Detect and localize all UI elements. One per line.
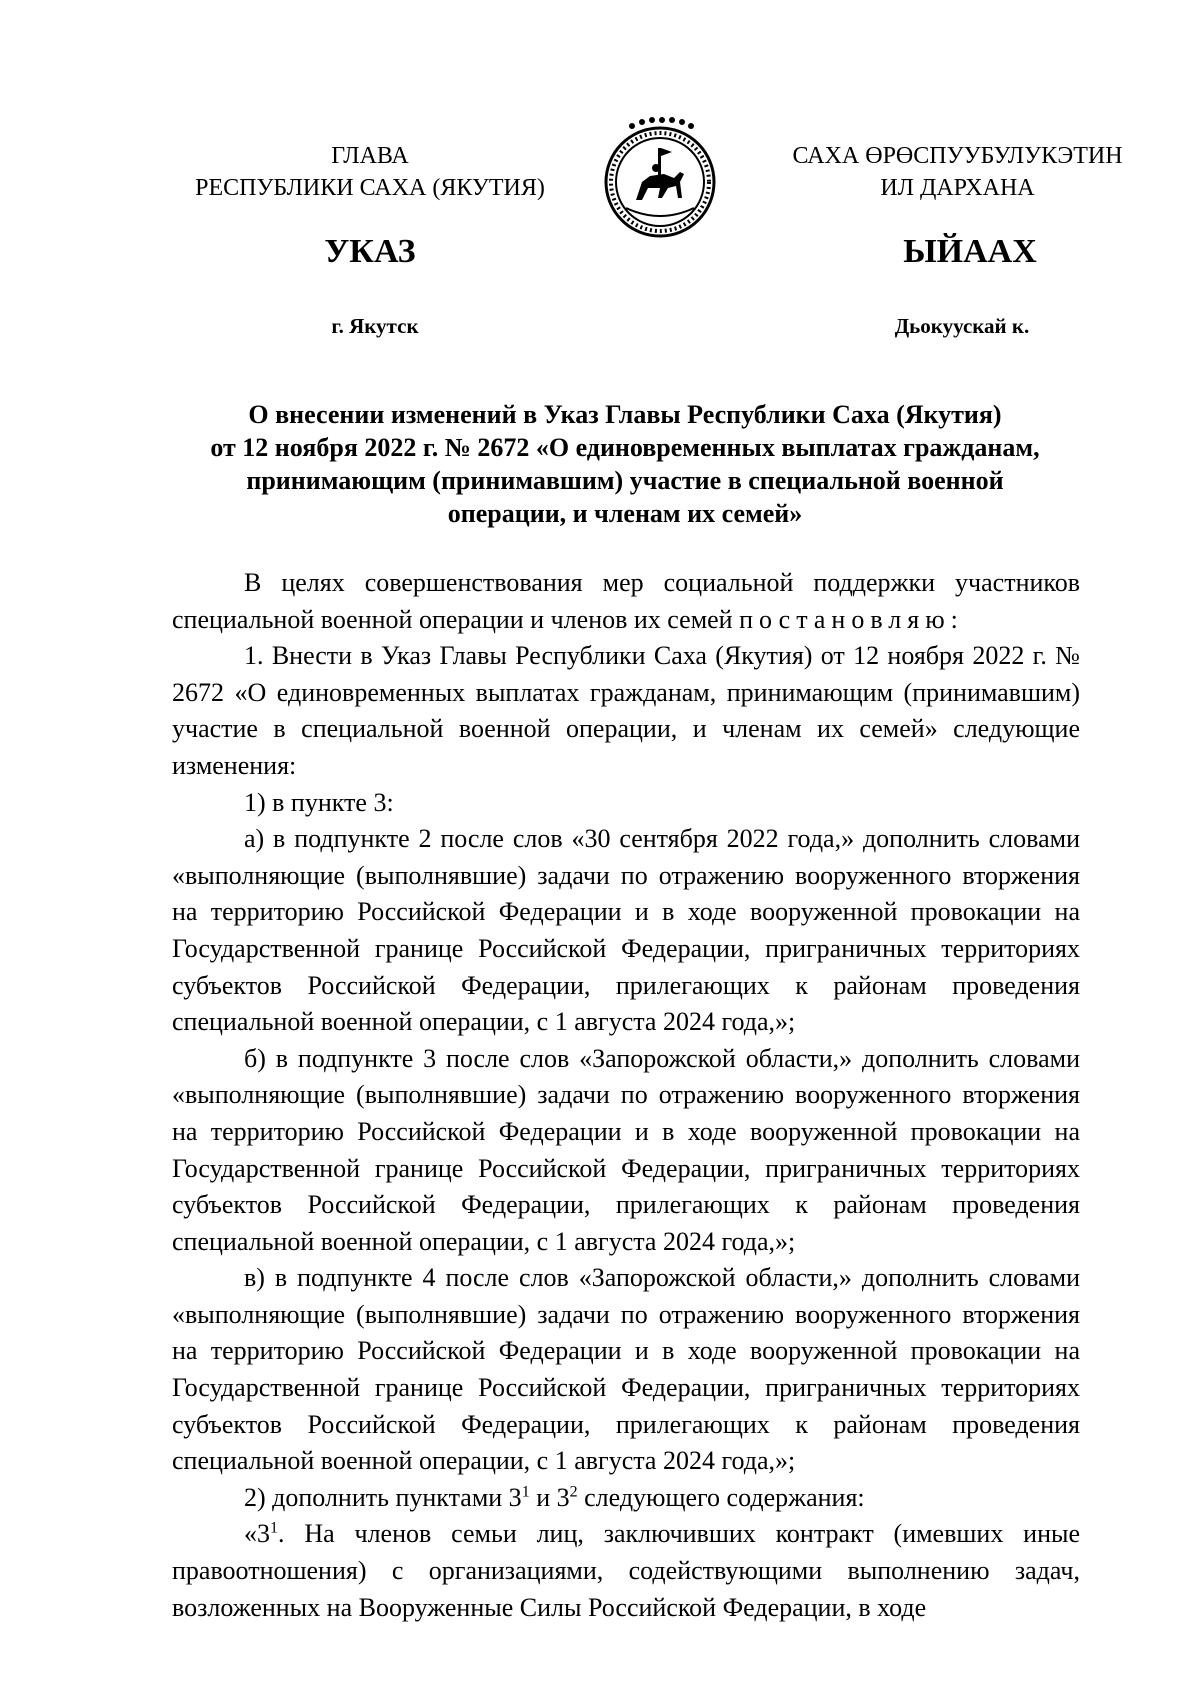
header-left-line1: ГЛАВА (331, 143, 409, 169)
document-title (170, 398, 1080, 530)
title-line-4: операции, и членам их семей» (447, 499, 803, 528)
paragraph-3-1-text-b: . На членов семьи лиц, заключивших контракт (имевших иные правоотношения) с организациями, содействующими выполнению задач, возложенных на Вооруженные Силы Российской Федерации, в ходе (172, 1519, 1080, 1622)
paragraph-1: 1. Внести в Указ Главы Республики Саха (Якутия) от 12 ноября 2022 г. № 2672 «О единовременных выплатах гражданам, принимающим (принимавшим) участие в специальной военной операции, и членам их семей» следующие изменения: (172, 641, 1080, 780)
decree-title-sah: ЫЙААХ (903, 233, 1037, 270)
paragraph-3-1 (172, 1516, 1080, 1626)
header-left-line2: РЕСПУБЛИКИ САХА (ЯКУТИЯ) (195, 175, 545, 201)
superscript-2: 2 (569, 1483, 578, 1501)
coat-of-arms-emblem (592, 112, 728, 242)
paragraph-preamble (172, 565, 1080, 638)
header-right-line2: ИЛ ДАРХАНА (880, 175, 1035, 201)
preamble-decree-word: постановляю: (739, 604, 964, 634)
paragraph-v: в) в подпункте 4 после слов «Запорожской области,» дополнить словами «выполняющие (выполнявшие) задачи по отражению вооруженного вторжения на территорию Российской Федерации и в ходе вооруженной провокации на Государственной границе Российской Федерации, приграничных территориях субъектов Российской Федерации, прилегающих к районам проведения специальной военной операции, с 1 августа 2024 года,»; (172, 1263, 1080, 1476)
title-line-1: О внесении изменений в Указ Главы Республики Саха (Якутия) (248, 400, 1002, 429)
preamble-text: В целях совершенствования мер социальной поддержки участников специальной военной операции и членов их семей (172, 568, 1080, 634)
decree-title-ru: УКАЗ (324, 233, 416, 270)
header-right-line1: САХА ӨРӨСПУУБУЛУКЭТИН (792, 143, 1123, 169)
paragraph-3-1-text-a: «3 (244, 1519, 270, 1549)
paragraph-2-text-a: 2) дополнить пунктами 3 (244, 1482, 522, 1512)
paragraph-a: а) в подпункте 2 после слов «30 сентября 2022 года,» дополнить словами «выполняющие (выполнявшие) задачи по отражению вооруженного вторжения на территорию Российской Федерации и в ходе вооруженной провокации на Государственной границе Российской Федерации, приграничных территориях субъектов Российской Федерации, прилегающих к районам проведения специальной военной операции, с 1 августа 2024 года,»; (172, 824, 1080, 1037)
title-line-2: от 12 ноября 2022 г. № 2672 «О единовременных выплатах гражданам, (210, 433, 1040, 462)
title-line-3: принимающим (принимавшим) участие в специальной военной (246, 466, 1004, 495)
city-sah: Дьокуускай к. (894, 314, 1030, 338)
header-left (175, 140, 565, 204)
paragraph-2-text-b: и 3 (529, 1482, 570, 1512)
paragraph-b: б) в подпункте 3 после слов «Запорожской области,» дополнить словами «выполняющие (выполнявшие) задачи по отражению вооруженного вторжения на территорию Российской Федерации и в ходе вооруженной провокации на Государственной границе Российской Федерации, приграничных территориях субъектов Российской Федерации, прилегающих к районам проведения специальной военной операции, с 1 августа 2024 года,»; (172, 1043, 1080, 1256)
paragraph-1-1: 1) в пункте 3: (244, 787, 394, 817)
city-ru: г. Якутск (331, 314, 419, 338)
paragraph-2 (172, 1480, 1080, 1517)
paragraph-2-text-c: следующего содержания: (577, 1482, 865, 1512)
superscript-3-1: 1 (270, 1519, 278, 1537)
superscript-1: 1 (521, 1483, 530, 1501)
document-body (172, 565, 1080, 1626)
header-right (760, 140, 1155, 204)
